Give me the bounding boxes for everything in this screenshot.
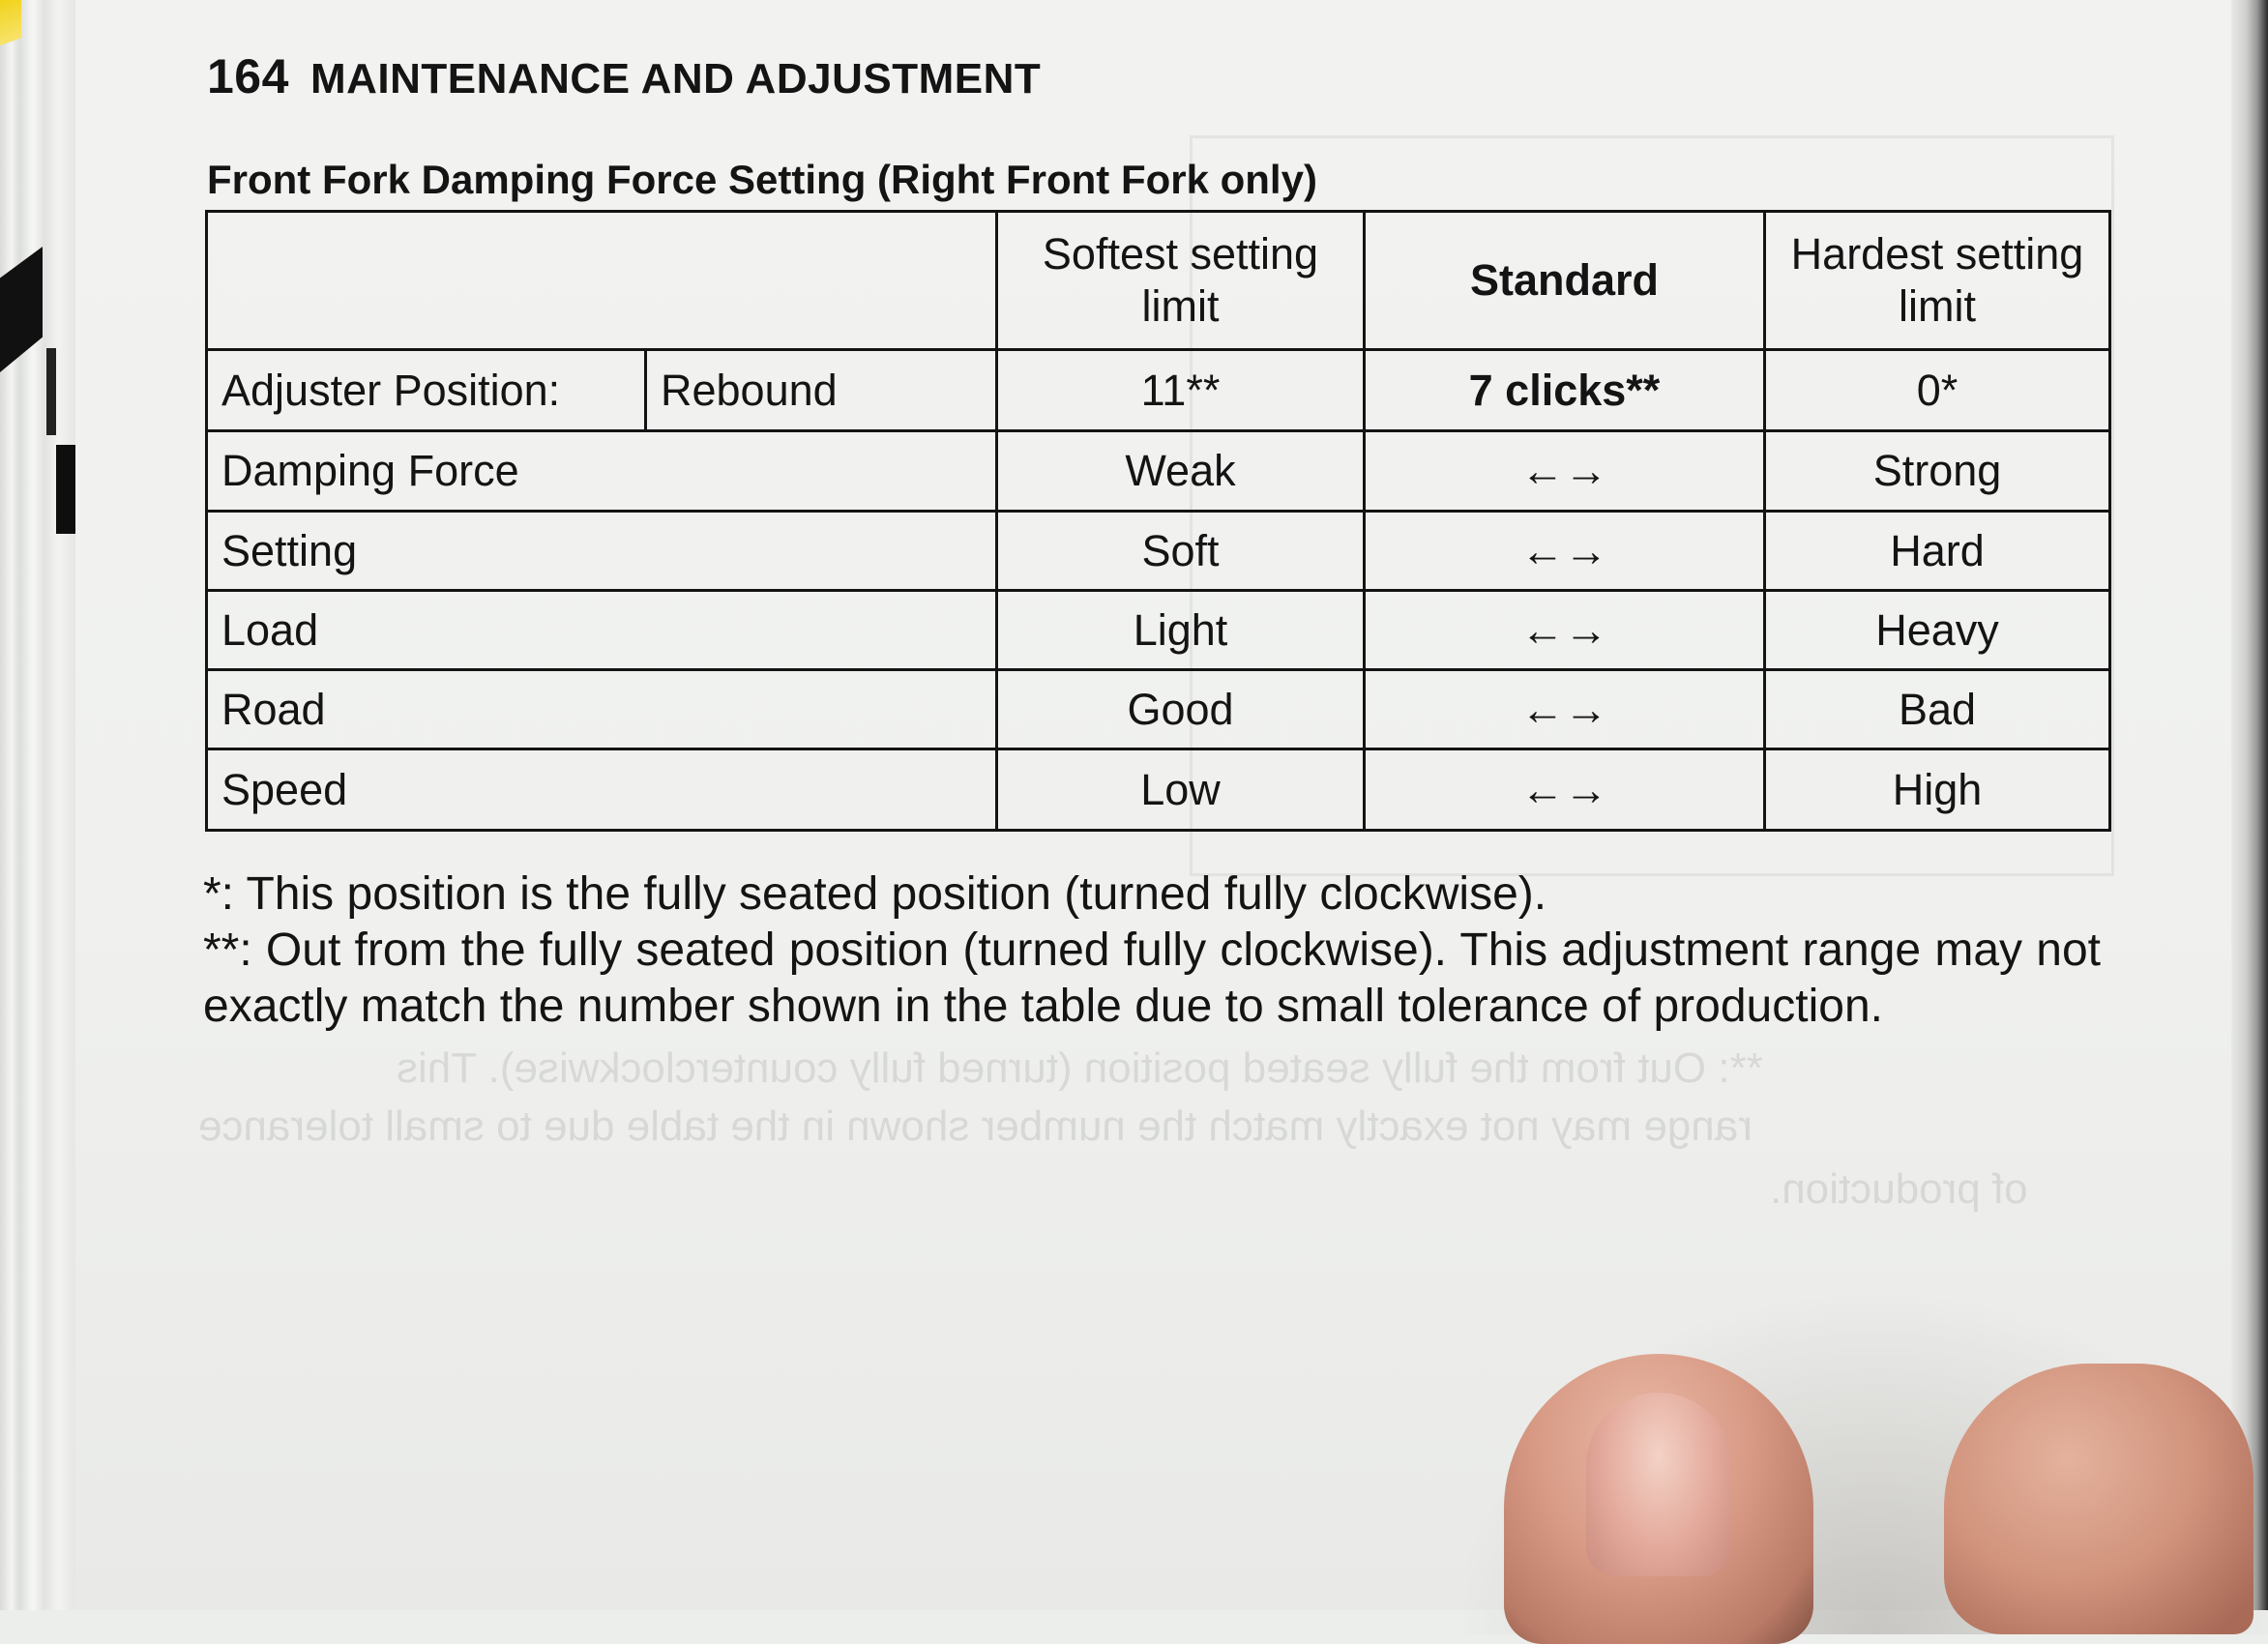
empty-header-cell — [207, 212, 997, 350]
fingernail — [1586, 1393, 1731, 1576]
page-number: 164 — [207, 49, 289, 103]
section-title: MAINTENANCE AND ADJUSTMENT — [309, 55, 1042, 103]
range-arrow: ←→ — [1365, 670, 1765, 749]
row-label: Speed — [207, 749, 997, 831]
table-row — [207, 512, 2110, 591]
hardest-value: Strong — [1765, 431, 2110, 512]
column-header-standard: Standard — [1365, 212, 1765, 350]
show-through-text: range may not exactly match the number shown in the table due to small tolerance — [198, 1102, 1753, 1150]
footnote-double-asterisk: **: Out from the fully seated position (turned fully clockwise). This adjustment range may not exactly match the number shown in the table due to small tolerance of production. — [203, 925, 2101, 1032]
softest-value: Low — [997, 749, 1365, 831]
column-header-hardest: Hardest setting limit — [1765, 212, 2110, 350]
table-row — [207, 431, 2110, 512]
hardest-value: High — [1765, 749, 2110, 831]
row-label: Damping Force — [207, 431, 997, 512]
range-arrow: ←→ — [1365, 512, 1765, 591]
adjuster-type: Rebound — [646, 350, 997, 431]
show-through-text: **: Out from the fully seated position (turned fully counterclockwise). This — [397, 1044, 1763, 1092]
page-corner-tab — [0, 0, 21, 68]
table-row — [207, 749, 2110, 831]
row-label: Load — [207, 591, 997, 670]
softest-value: 11** — [997, 350, 1365, 431]
table-title: Front Fork Damping Force Setting (Right Front Fork only) — [207, 157, 1317, 202]
table-row — [207, 670, 2110, 749]
range-arrow: ←→ — [1365, 431, 1765, 512]
hardest-value: Bad — [1765, 670, 2110, 749]
row-label: Road — [207, 670, 997, 749]
row-label: Setting — [207, 512, 997, 591]
standard-value: 7 clicks** — [1365, 350, 1765, 431]
hardest-value: Hard — [1765, 512, 2110, 591]
softest-value: Weak — [997, 431, 1365, 512]
table-row — [207, 591, 2110, 670]
table-row — [207, 350, 2110, 431]
softest-value: Light — [997, 591, 1365, 670]
book-spine — [0, 0, 75, 1610]
hardest-value: 0* — [1765, 350, 2110, 431]
footnotes — [203, 866, 2101, 1035]
index-tab-mark — [46, 348, 56, 435]
row-label: Adjuster Position: — [207, 350, 646, 431]
footnote-single-asterisk: *: This position is the fully seated position (turned fully clockwise). — [203, 868, 1547, 920]
hardest-value: Heavy — [1765, 591, 2110, 670]
table-header-row — [207, 212, 2110, 350]
softest-value: Soft — [997, 512, 1365, 591]
range-arrow: ←→ — [1365, 591, 1765, 670]
show-through-text: of production. — [1770, 1165, 2028, 1213]
damping-force-table — [205, 210, 2111, 832]
thumb — [1944, 1364, 2253, 1634]
column-header-softest: Softest setting limit — [997, 212, 1365, 350]
softest-value: Good — [997, 670, 1365, 749]
page-header — [207, 48, 1041, 104]
range-arrow: ←→ — [1365, 749, 1765, 831]
